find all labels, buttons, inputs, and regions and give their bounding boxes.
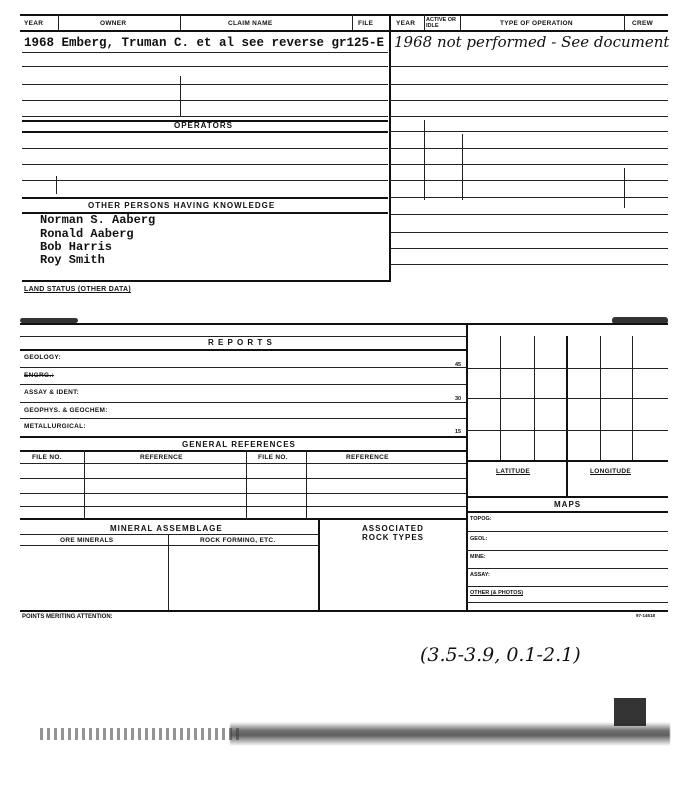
rule bbox=[466, 586, 668, 587]
rule bbox=[466, 368, 668, 369]
rule bbox=[466, 398, 668, 399]
rule bbox=[22, 164, 388, 165]
col-file-no: FILE NO. bbox=[32, 454, 62, 461]
rule bbox=[466, 323, 468, 610]
report-metallurgical-num: 15 bbox=[455, 429, 462, 435]
rule bbox=[20, 506, 466, 507]
rule bbox=[20, 402, 466, 403]
header-tick bbox=[624, 14, 625, 30]
person-1: Norman S. Aaberg bbox=[40, 213, 156, 227]
rule bbox=[20, 384, 466, 385]
rule bbox=[22, 131, 388, 133]
land-status: LAND STATUS (OTHER DATA) bbox=[24, 286, 132, 293]
rule bbox=[390, 264, 668, 265]
report-geology: GEOLOGY: bbox=[24, 354, 61, 361]
rule bbox=[466, 496, 668, 498]
points-meriting-attention: POINTS MERITING ATTENTION: bbox=[22, 614, 113, 620]
coords-note: (3.5-3.9, 0.1-2.1) bbox=[420, 644, 581, 666]
rule bbox=[390, 232, 668, 233]
rule bbox=[466, 511, 668, 513]
rock-types: ROCK TYPES bbox=[362, 533, 425, 542]
associated: ASSOCIATED bbox=[362, 524, 424, 533]
map-topog: TOPOG: bbox=[470, 516, 492, 522]
rule bbox=[466, 602, 668, 603]
map-other: OTHER (& PHOTOS) bbox=[470, 590, 524, 596]
header-divider bbox=[20, 30, 668, 32]
claim-entry: 1968 Emberg, Truman C. et al see reverse gr125-E bbox=[24, 36, 385, 50]
rule bbox=[180, 76, 181, 116]
report-assay: ASSAY & IDENT: bbox=[24, 389, 80, 396]
rule bbox=[318, 518, 320, 610]
header-tick bbox=[460, 14, 461, 30]
person-2: Ronald Aaberg bbox=[40, 227, 134, 241]
report-assay-num: 30 bbox=[455, 396, 462, 402]
operators-title: OPERATORS bbox=[174, 121, 233, 130]
person-4: Roy Smith bbox=[40, 253, 105, 267]
rule bbox=[424, 120, 425, 200]
rule bbox=[566, 336, 568, 496]
rule bbox=[466, 460, 668, 462]
rule bbox=[624, 168, 625, 208]
rule bbox=[462, 134, 463, 200]
rule bbox=[168, 534, 169, 610]
rule bbox=[20, 534, 318, 535]
rule bbox=[390, 180, 668, 181]
top-border bbox=[20, 14, 668, 16]
rule bbox=[390, 164, 668, 165]
rule bbox=[20, 436, 466, 438]
rule bbox=[22, 280, 390, 282]
rule bbox=[20, 545, 318, 546]
latitude-label: LATITUDE bbox=[496, 468, 531, 475]
rule bbox=[20, 336, 466, 337]
rule bbox=[390, 66, 668, 67]
header-tick bbox=[424, 14, 425, 30]
reports-title: R E P O R T S bbox=[208, 338, 273, 347]
rule bbox=[22, 197, 388, 199]
rule bbox=[390, 214, 668, 215]
rule bbox=[390, 100, 668, 101]
map-assay: ASSAY: bbox=[470, 572, 490, 578]
rule bbox=[20, 478, 466, 479]
header-tick bbox=[58, 14, 59, 30]
ore-minerals: ORE MINERALS bbox=[60, 537, 114, 544]
report-geology-num: 45 bbox=[455, 362, 462, 368]
scan-smudge bbox=[40, 728, 240, 740]
col-reference: REFERENCE bbox=[140, 454, 183, 461]
header-tick bbox=[180, 14, 181, 30]
rule bbox=[246, 450, 247, 518]
header-crew: CREW bbox=[632, 20, 654, 27]
rule bbox=[390, 148, 668, 149]
rule bbox=[466, 430, 668, 431]
knowledge-title: OTHER PERSONS HAVING KNOWLEDGE bbox=[88, 201, 276, 210]
header-file: FILE bbox=[358, 20, 374, 27]
header-year: YEAR bbox=[24, 20, 44, 27]
rule bbox=[306, 450, 307, 518]
rule bbox=[20, 349, 466, 351]
report-geophys: GEOPHYS. & GEOCHEM: bbox=[24, 407, 108, 414]
rock-forming: ROCK FORMING, ETC. bbox=[200, 537, 276, 544]
rule bbox=[20, 518, 466, 520]
rule bbox=[20, 610, 668, 612]
header-active-or-idle: ACTIVE OR IDLE bbox=[426, 17, 456, 29]
rule bbox=[466, 531, 668, 532]
header-year2: YEAR bbox=[396, 20, 416, 27]
rule bbox=[20, 493, 466, 494]
header-tick bbox=[352, 14, 353, 30]
rule bbox=[22, 84, 388, 85]
report-engrg: ENGRG.: bbox=[24, 372, 54, 379]
person-3: Bob Harris bbox=[40, 240, 113, 254]
rule bbox=[22, 116, 388, 117]
rule bbox=[390, 197, 668, 198]
rule bbox=[22, 52, 388, 53]
rule bbox=[466, 550, 668, 551]
scan-smudge bbox=[230, 722, 670, 746]
rule bbox=[20, 463, 466, 464]
rule bbox=[20, 323, 668, 325]
form-number: 97-14618 bbox=[636, 613, 656, 618]
col-file-no-2: FILE NO. bbox=[258, 454, 288, 461]
rule bbox=[22, 100, 388, 101]
longitude-label: LONGITUDE bbox=[590, 468, 631, 475]
rule bbox=[56, 176, 57, 194]
rule bbox=[22, 180, 388, 181]
rule bbox=[390, 248, 668, 249]
rule bbox=[20, 450, 466, 452]
rule bbox=[466, 568, 668, 569]
mineral-assemblage-title: MINERAL ASSEMBLAGE bbox=[110, 524, 223, 533]
col-reference-2: REFERENCE bbox=[346, 454, 389, 461]
header-claim-name: CLAIM NAME bbox=[228, 20, 273, 27]
header-owner: OWNER bbox=[100, 20, 127, 27]
header-type-of-operation: TYPE OF OPERATION bbox=[500, 20, 573, 27]
rule bbox=[22, 66, 388, 67]
handwritten-operation: 1968 not performed - See document bbox=[394, 33, 670, 51]
maps-title: MAPS bbox=[554, 500, 582, 509]
map-geol: GEOL: bbox=[470, 536, 488, 542]
rule bbox=[84, 450, 85, 518]
rule bbox=[390, 84, 668, 85]
map-mine: MINE: bbox=[470, 554, 486, 560]
rule bbox=[20, 367, 466, 368]
rule bbox=[390, 131, 668, 132]
rule bbox=[20, 418, 466, 419]
rule bbox=[22, 148, 388, 149]
rule bbox=[390, 116, 668, 117]
report-metallurgical: METALLURGICAL: bbox=[24, 423, 86, 430]
general-references-title: GENERAL REFERENCES bbox=[182, 440, 296, 449]
